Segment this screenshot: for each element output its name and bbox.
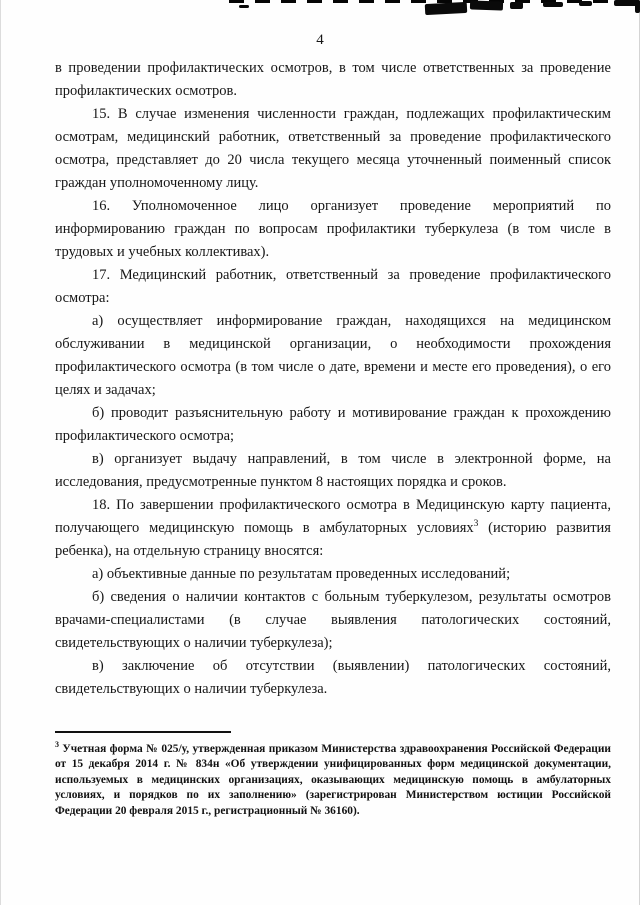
scan-artifact: [425, 2, 468, 15]
footnote-section: [55, 731, 611, 819]
paragraph-18-v: в) заключение об отсутствии (выявлении) патологических состояний, свидетельствующих о наличии туберкулеза.: [55, 658, 611, 697]
scan-artifact: [510, 2, 523, 9]
scan-artifact-dashes: [229, 0, 639, 3]
paragraph-18: [55, 494, 611, 563]
page-number: 4: [316, 32, 324, 48]
paragraph-15: 15. В случае изменения численности граждан, подлежащих профилактическим осмотрам, медицинский работник, ответственный за проведение профилактического осмотра, представляет до 20 числа текущего месяца уточненный поименный список граждан уполномоченному лицу.: [55, 106, 611, 191]
footnote-text: Учетная форма № 025/у, утвержденная приказом Министерства здравоохранения Российской Федерации от 15 декабря 2014 г. № 834н «Об утверждении унифицированных форм медицинской документации, используемых в медицинских организациях, оказывающих медицинскую помощь в амбулаторных условиях, и порядков по их заполнению» (зарегистрирован Министерством юстиции Российской Федерации 20 февраля 2015 г., регистрационный № 36160).: [55, 743, 611, 817]
scan-artifact: [543, 2, 563, 7]
paragraph-18-text: 18. По завершении профилактического осмотра в Медицинскую карту пациента, получающего медицинскую помощь в амбулаторных условиях: [55, 497, 611, 536]
paragraph-18-b: б) сведения о наличии контактов с больным туберкулезом, результаты осмотров врачами-специалистами (в случае выявления патологических состояний, свидетельствующих о наличии туберкулеза);: [55, 589, 611, 651]
paragraph-17: 17. Медицинский работник, ответственный за проведение профилактического осмотра:: [55, 267, 611, 306]
footnote: [55, 742, 611, 819]
scan-artifact: [579, 1, 592, 6]
document-body: [55, 57, 611, 701]
scan-artifact: [470, 0, 503, 10]
paragraph-16: 16. Уполномоченное лицо организует проведение мероприятий по информированию граждан по вопросам профилактики туберкулеза (в том числе в трудовых и учебных коллективах).: [55, 198, 611, 260]
paragraph-intro: в проведении профилактических осмотров, в том числе ответственных за проведение профилактических осмотров.: [55, 60, 611, 99]
footnote-separator: [55, 731, 231, 733]
paragraph-18-text-continued: (историю развития ребенка), на отдельную страницу вносятся:: [55, 520, 611, 559]
paragraph-18-a: а) объективные данные по результатам проведенных исследований;: [92, 566, 511, 582]
paragraph-17-v: в) организует выдачу направлений, в том числе в электронной форме, на исследования, предусмотренные пунктом 8 настоящих порядка и сроков.: [55, 451, 611, 490]
paragraph-17-b: б) проводит разъяснительную работу и мотивирование граждан к прохождению профилактического осмотра;: [55, 405, 611, 444]
paragraph-17-a: а) осуществляет информирование граждан, находящихся на медицинском обслуживании в медицинской организации, о необходимости прохождения профилактического осмотра (в том числе о дате, времени и месте его проведения), о его целях и задачах;: [55, 313, 611, 398]
scan-artifact: [239, 5, 249, 8]
scan-artifact: [635, 0, 640, 13]
footnote-marker: 3: [55, 740, 59, 750]
footnote-reference-3: 3: [473, 519, 479, 530]
